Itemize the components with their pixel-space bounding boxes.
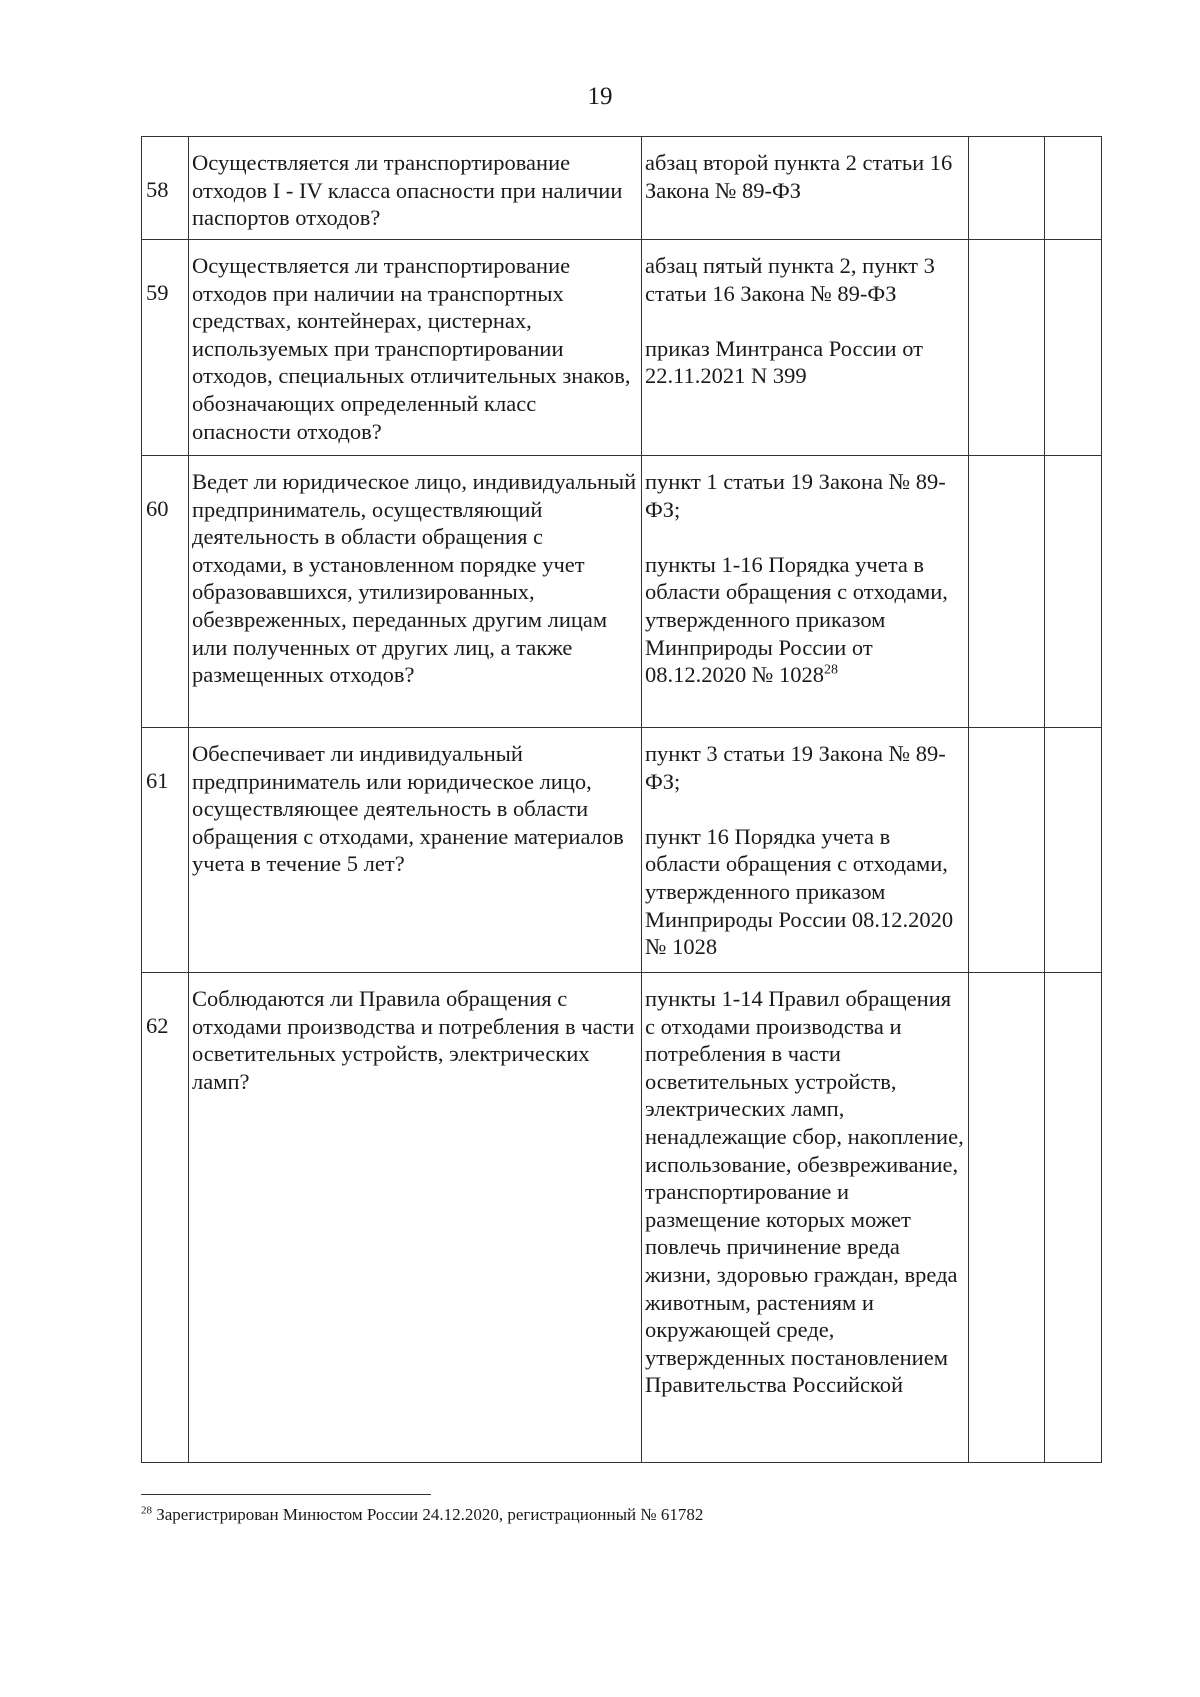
table-row — [142, 728, 1102, 973]
reference-text: пункты 1-14 Правил обращения с отходами производства и потребления в части осветительных устройств, электрических ламп, ненадлежащие сбор, накопление, использование, обезвреживание, транспортирование и размещение которых может повлечь причинение вреда жизни, здоровью граждан, вреда животным, растениям и окружающей среде, утвержденных постановлением Правительства Российской — [645, 986, 964, 1398]
reference-text: абзац пятый пункта 2, пункт 3 статьи 16 Закона № 89-ФЗ — [645, 253, 935, 306]
requirement-cell — [189, 456, 642, 728]
footnote-number: 28 — [141, 1504, 152, 1517]
note-cell — [1045, 137, 1102, 240]
reference-text: пункт 3 статьи 19 Закона № 89-ФЗ; — [645, 741, 946, 794]
requirement-text: Соблюдаются ли Правила обращения с отходами производства и потребления в части осветительных устройств, электрических ламп? — [192, 986, 635, 1094]
row-number: 59 — [142, 240, 189, 456]
reference-text-with-footnote — [645, 551, 965, 689]
footnote — [141, 1504, 1101, 1526]
note-cell — [1045, 456, 1102, 728]
answer-cell — [969, 240, 1045, 456]
requirement-cell — [189, 973, 642, 1463]
answer-cell — [969, 728, 1045, 973]
footnote-text: Зарегистрирован Минюстом России 24.12.2020, регистрационный № 61782 — [156, 1505, 704, 1524]
reference-text: пункты 1-16 Порядка учета в области обращения с отходами, утвержденного приказом Минприроды России от 08.12.2020 № 1028 — [645, 551, 948, 688]
requirement-text: Осуществляется ли транспортирование отходов I - IV класса опасности при наличии паспортов отходов? — [192, 150, 623, 231]
requirement-cell — [189, 728, 642, 973]
requirement-text: Обеспечивает ли индивидуальный предприниматель или юридическое лицо, осуществляющее деятельность в области обращения с отходами, хранение материалов учета в течение 5 лет? — [192, 741, 624, 877]
row-number: 61 — [142, 728, 189, 973]
requirement-text: Ведет ли юридическое лицо, индивидуальный предприниматель, осуществляющий деятельность в области обращения с отходами, в установленном порядке учет образовавшихся, утилизированных, обезвреженных, переданных другим лицам или полученных от других лиц, а также размещенных отходов? — [192, 469, 637, 688]
answer-cell — [969, 137, 1045, 240]
note-cell — [1045, 240, 1102, 456]
table-row — [142, 240, 1102, 456]
row-number: 60 — [142, 456, 189, 728]
note-cell — [1045, 973, 1102, 1463]
requirement-cell — [189, 240, 642, 456]
reference-text: абзац второй пункта 2 статьи 16 Закона № 89-ФЗ — [645, 150, 953, 203]
table-row — [142, 973, 1102, 1463]
note-cell — [1045, 728, 1102, 973]
reference-cell — [642, 137, 969, 240]
reference-cell — [642, 456, 969, 728]
table-row — [142, 456, 1102, 728]
reference-text: пункт 1 статьи 19 Закона № 89-ФЗ; — [645, 469, 946, 522]
reference-cell — [642, 973, 969, 1463]
reference-cell — [642, 728, 969, 973]
answer-cell — [969, 973, 1045, 1463]
reference-text: приказ Минтранса России от 22.11.2021 N 399 — [645, 335, 923, 389]
row-number: 58 — [142, 137, 189, 240]
footnote-mark: 28 — [823, 662, 838, 678]
footnote-separator — [141, 1494, 431, 1495]
table-row — [142, 137, 1102, 240]
answer-cell — [969, 456, 1045, 728]
reference-text: пункт 16 Порядка учета в области обращения с отходами, утвержденного приказом Минприроды России 08.12.2020 № 1028 — [645, 823, 954, 960]
requirement-cell — [189, 137, 642, 240]
checklist-table — [141, 136, 1102, 1463]
row-number: 62 — [142, 973, 189, 1463]
requirement-text: Осуществляется ли транспортирование отходов при наличии на транспортных средствах, контейнерах, цистернах, используемых при транспортировании отходов, специальных отличительных знаков, обозначающих определенный класс опасности отходов? — [192, 253, 631, 444]
page-number: 19 — [587, 83, 613, 110]
reference-cell — [642, 240, 969, 456]
